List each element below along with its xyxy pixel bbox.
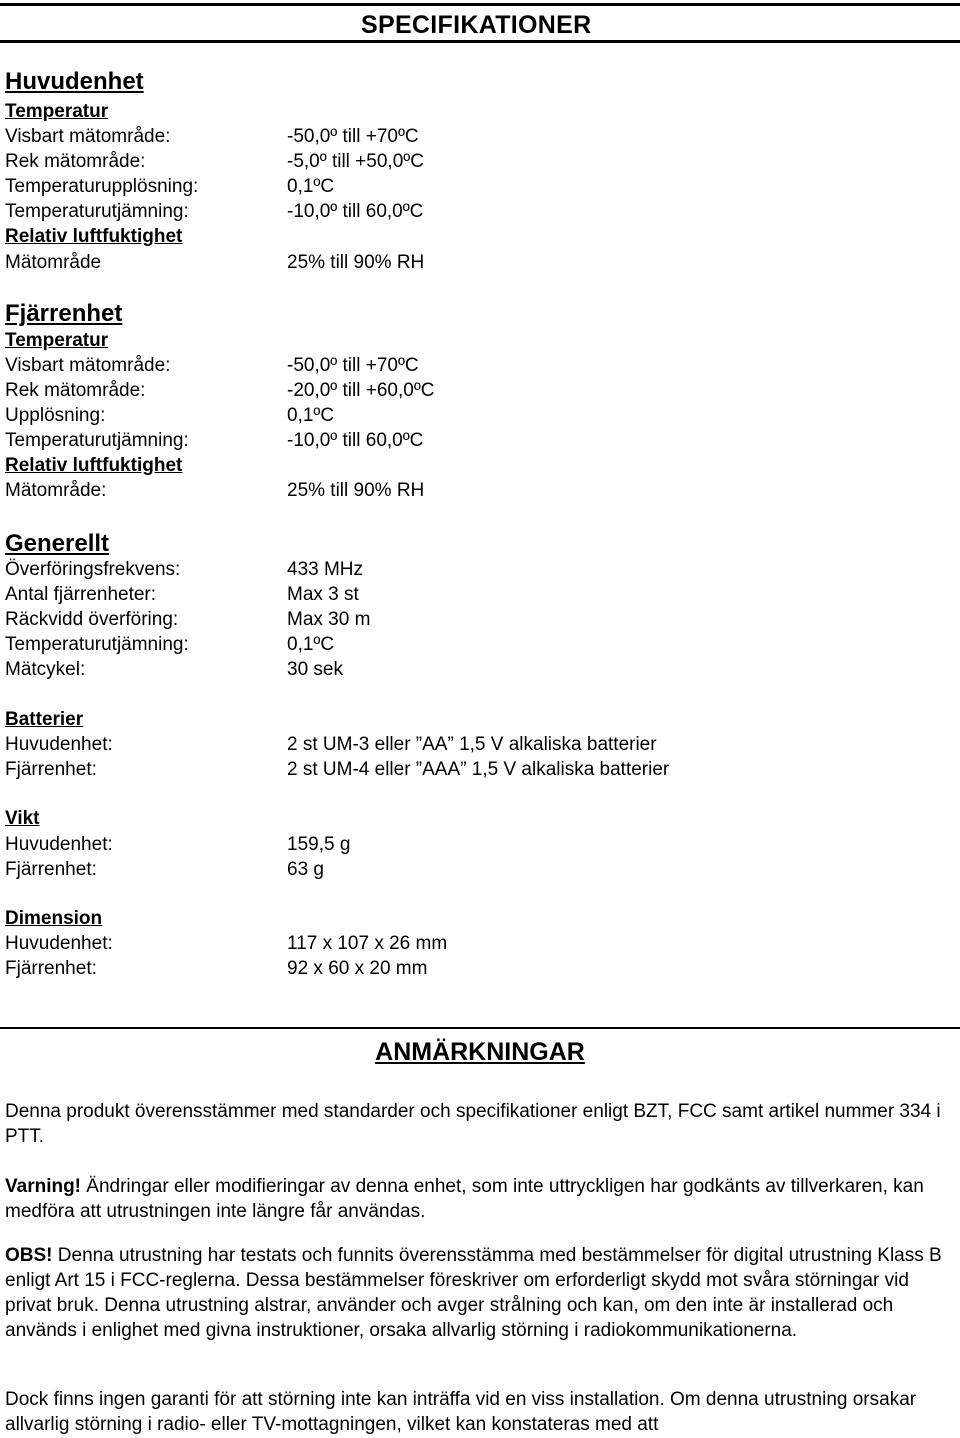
spec-value: -5,0º till +50,0ºC <box>287 151 424 172</box>
main-unit-humidity-heading: Relativ luftfuktighet <box>5 226 183 247</box>
remote-unit-humidity-heading: Relativ luftfuktighet <box>5 455 183 476</box>
spec-value: -20,0º till +60,0ºC <box>287 380 435 401</box>
weight-heading: Vikt <box>5 808 40 829</box>
spec-value: 30 sek <box>287 659 343 680</box>
spec-label: Upplösning: <box>5 405 106 426</box>
spec-label: Mätområde <box>5 252 102 273</box>
main-unit-temp-heading: Temperatur <box>5 101 109 122</box>
spec-label: Huvudenhet: <box>5 933 113 954</box>
notes-paragraph-obs <box>5 1243 950 1343</box>
batteries-heading: Batterier <box>5 709 84 730</box>
spec-label: Visbart mätområde: <box>5 355 171 376</box>
spec-value: 63 g <box>287 859 324 880</box>
spec-label: Räckvidd överföring: <box>5 609 179 630</box>
warning-label: Varning! <box>5 1176 82 1197</box>
spec-label: Fjärrenhet: <box>5 759 97 780</box>
spec-label: Antal fjärrenheter: <box>5 584 157 605</box>
spec-value: 25% till 90% RH <box>287 252 425 273</box>
paragraph-text: Dock finns ingen garanti för att störning inte kan inträffa vid en viss installation. Om denna utrustning orsakar allvarlig störning i radio- eller TV-mottagningen, vilket kan konstateras med att <box>5 1389 917 1435</box>
spec-value: 2 st UM-3 eller ”AA” 1,5 V alkaliska batterier <box>287 734 657 755</box>
spec-label: Rek mätområde: <box>5 380 146 401</box>
spec-label: Temperaturupplösning: <box>5 176 199 197</box>
notes-paragraph-guarantee <box>5 1387 950 1437</box>
spec-value: -10,0º till 60,0ºC <box>287 430 424 451</box>
spec-label: Huvudenhet: <box>5 834 113 855</box>
spec-value: -50,0º till +70ºC <box>287 355 419 376</box>
notes-heading: ANMÄRKNINGAR <box>375 1038 585 1066</box>
spec-label: Fjärrenhet: <box>5 859 97 880</box>
spec-label: Mätområde: <box>5 480 107 501</box>
dimension-heading: Dimension <box>5 908 103 929</box>
spec-value: 92 x 60 x 20 mm <box>287 958 428 979</box>
spec-value: Max 3 st <box>287 584 359 605</box>
notes-paragraph-compliance <box>5 1099 950 1149</box>
title-bar <box>0 3 960 43</box>
obs-label: OBS! <box>5 1245 53 1266</box>
spec-value: 159,5 g <box>287 834 351 855</box>
spec-label: Huvudenhet: <box>5 734 113 755</box>
spec-value: 117 x 107 x 26 mm <box>287 933 448 954</box>
main-unit-heading: Huvudenhet <box>5 68 144 95</box>
spec-label: Visbart mätområde: <box>5 126 171 147</box>
notes-paragraph-warning <box>5 1174 950 1224</box>
spec-value: 0,1ºC <box>287 405 335 426</box>
spec-label: Temperaturutjämning: <box>5 430 189 451</box>
spec-value: 2 st UM-4 eller ”AAA” 1,5 V alkaliska batterier <box>287 759 670 780</box>
spec-value: -10,0º till 60,0ºC <box>287 201 424 222</box>
spec-label: Fjärrenhet: <box>5 958 97 979</box>
spec-label: Rek mätområde: <box>5 151 146 172</box>
paragraph-text: Ändringar eller modifieringar av denna enhet, som inte uttryckligen har godkänts av tillverkaren, kan medföra att utrustningen inte längre får användas. <box>5 1176 924 1222</box>
remote-unit-heading: Fjärrenhet <box>5 300 123 327</box>
paragraph-text: Denna produkt överensstämmer med standarder och specifikationer enligt BZT, FCC samt artikel nummer 334 i PTT. <box>5 1101 941 1147</box>
spec-label: Temperaturutjämning: <box>5 201 189 222</box>
spec-value: 25% till 90% RH <box>287 480 425 501</box>
spec-value: -50,0º till +70ºC <box>287 126 419 147</box>
general-heading: Generellt <box>5 530 110 557</box>
spec-label: Mätcykel: <box>5 659 86 680</box>
section-divider <box>0 1027 960 1029</box>
spec-value: 0,1ºC <box>287 634 335 655</box>
paragraph-text: Denna utrustning har testats och funnits överensstämma med bestämmelser för digital utrustning Klass B enligt Art 15 i FCC-reglerna. Dessa bestämmelser föreskriver om erforderligt skydd mot svåra störningar vid privat bruk. Denna utrustning alstrar, använder och avger strålning och kan, om den inte är installerad och används i enlighet med givna instruktioner, orsaka allvarlig störning i radiokommunikationerna. <box>5 1245 942 1341</box>
spec-label: Överföringsfrekvens: <box>5 559 181 580</box>
remote-unit-temp-heading: Temperatur <box>5 330 109 351</box>
spec-value: 0,1ºC <box>287 176 335 197</box>
spec-value: 433 MHz <box>287 559 364 580</box>
page-title: SPECIFIKATIONER <box>361 11 592 39</box>
spec-label: Temperaturutjämning: <box>5 634 189 655</box>
spec-value: Max 30 m <box>287 609 371 630</box>
